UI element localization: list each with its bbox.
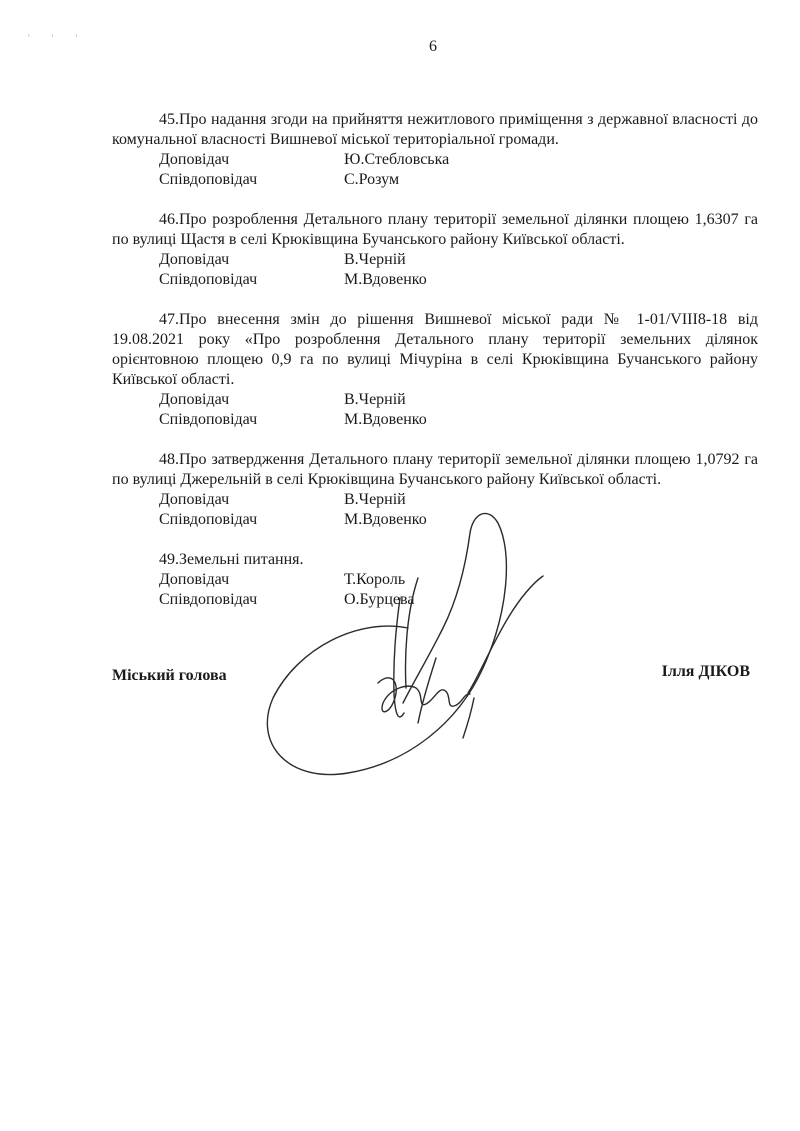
reporter-label: Доповідач	[159, 151, 230, 168]
agenda-item-text: 45.Про надання згоди на прийняття нежитлового приміщення з державної власності до комунальної власності Вишневої міської територіальної громади.	[112, 111, 758, 148]
coreporter-label: Співдоповідач	[159, 411, 258, 428]
agenda-item-46	[112, 210, 758, 290]
agenda-item-text: 47.Про внесення змін до рішення Вишневої міської ради № 1-01/VIII8-18 від 19.08.2021 року «Про розроблення Детального плану території земельних ділянок орієнтовною площею 0,9 га по вулиці Мічуріна в селі Крюківщина Бучанського району Київської області.	[112, 311, 758, 388]
agenda-item-text: 46.Про розроблення Детального плану території земельної ділянки площею 1,6307 га по вулиці Щастя в селі Крюківщина Бучанського району Київської області.	[112, 211, 758, 248]
reporter-label: Доповідач	[159, 251, 230, 268]
coreporter-row	[112, 270, 758, 290]
scan-marks: ' ' '	[28, 33, 88, 43]
coreporter-label: Співдоповідач	[159, 591, 258, 608]
agenda-item-text: 49.Земельні питання.	[159, 551, 304, 568]
reporter-label: Доповідач	[159, 571, 230, 588]
coreporter-name: О.Бурцева	[344, 591, 415, 608]
reporter-label: Доповідач	[159, 491, 230, 508]
coreporter-label: Співдоповідач	[159, 171, 258, 188]
coreporter-row	[112, 410, 758, 430]
coreporter-name: С.Розум	[344, 171, 400, 188]
coreporter-name: М.Вдовенко	[344, 411, 427, 428]
page-number: 6	[429, 38, 437, 55]
reporter-row	[112, 390, 758, 410]
reporter-row	[112, 150, 758, 170]
reporter-row	[112, 250, 758, 270]
reporter-name: В.Черній	[344, 251, 406, 268]
signatory-title: Міський голова	[112, 667, 227, 684]
reporter-name: В.Черній	[344, 391, 406, 408]
reporter-row	[112, 490, 758, 510]
reporter-name: В.Черній	[344, 491, 406, 508]
agenda-item-45	[112, 110, 758, 190]
coreporter-name: М.Вдовенко	[344, 511, 427, 528]
reporter-name: Т.Король	[344, 571, 406, 588]
coreporter-row	[112, 170, 758, 190]
signatory-name: Ілля ДІКОВ	[661, 663, 750, 680]
reporter-label: Доповідач	[159, 391, 230, 408]
coreporter-name: М.Вдовенко	[344, 271, 427, 288]
agenda-item-47	[112, 310, 758, 430]
reporter-name: Ю.Стебловська	[344, 151, 450, 168]
coreporter-label: Співдоповідач	[159, 271, 258, 288]
handwritten-signature-icon	[258, 508, 568, 798]
coreporter-label: Співдоповідач	[159, 511, 258, 528]
agenda-item-text: 48.Про затвердження Детального плану території земельної ділянки площею 1,0792 га по вулиці Джерельній в селі Крюківщина Бучанського району Київської області.	[112, 451, 758, 488]
